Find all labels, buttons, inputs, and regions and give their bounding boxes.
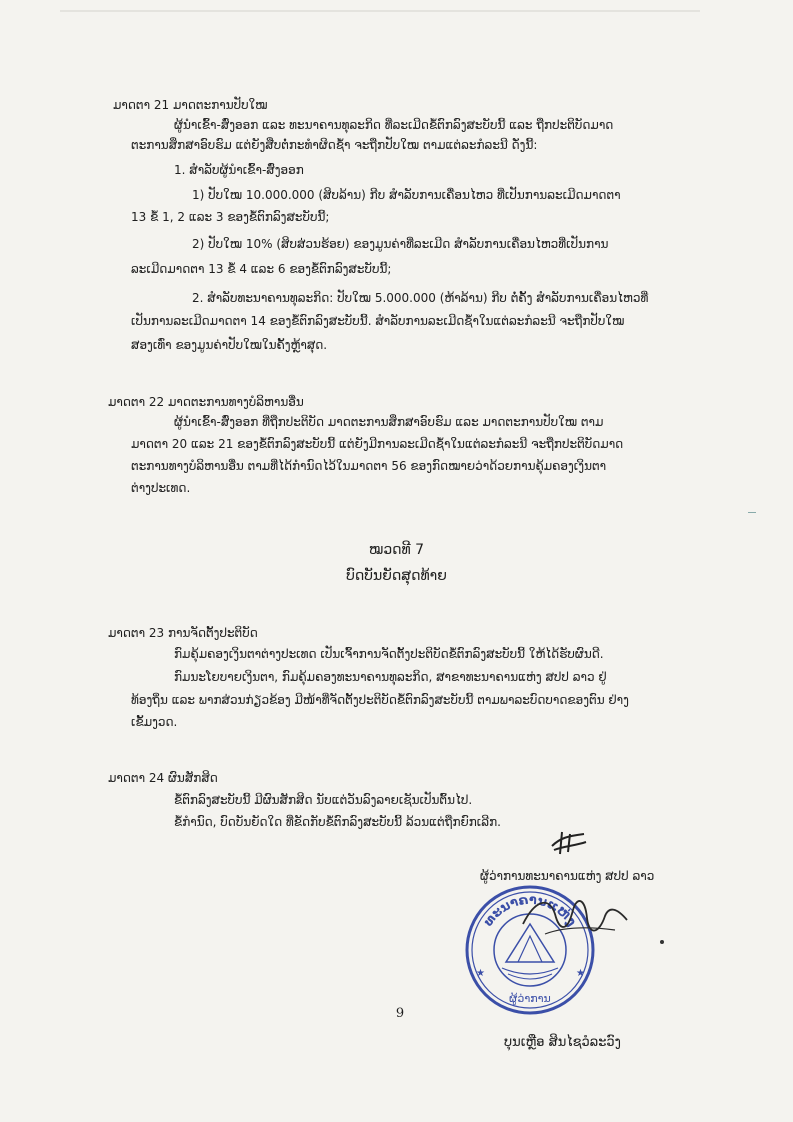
margin-mark xyxy=(748,512,756,513)
article-21-line: ຕະການສຶກສາອົບຮົມ ແຕ່ຍັງສືບຕໍ່ກະທຳຜິດຊ້ຳ ຈະຖືກປັບໃໝ ຕາມແຕ່ລະກໍລະນີ ດັ່ງນີ້: xyxy=(131,138,538,152)
article-23-line: ທ້ອງຖິ່ນ ແລະ ພາກສ່ວນກ່ຽວຂ້ອງ ມີໜ້າທີ່ຈັດຕັ້ງປະຕິບັດຂໍ້ຕົກລົງສະບັບນີ້ ຕາມພາລະບົດບາດຂອງຕົນ ຢ່າງ xyxy=(131,693,629,707)
article-21-line: 13 ຂໍ້ 1, 2 ແລະ 3 ຂອງຂໍ້ຕົກລົງສະບັບນີ້; xyxy=(131,210,330,224)
svg-text:★: ★ xyxy=(476,968,485,979)
article-22-line: ຜູ້ນຳເຂົ້າ-ສົ່ງອອກ ທີ່ຖືກປະຕິບັດ ມາດຕະການສຶກສາອົບຮົມ ແລະ ມາດຕະການປັບໃໝ ຕາມ xyxy=(174,415,604,429)
signatory-name: ບຸນເຫຼືອ ສິນໄຊວໍລະວົງ xyxy=(504,1035,621,1050)
article-21-line: 1. ສຳລັບຜູ້ນຳເຂົ້າ-ສົ່ງອອກ xyxy=(174,163,304,177)
article-21-heading: ມາດຕາ 21 ມາດຕະການປັບໃໝ xyxy=(113,98,268,112)
svg-text:ທະນາຄານແຫ່ງ: ທະນາຄານແຫ່ງ xyxy=(481,892,580,930)
article-21-line: ສອງເທົ່າ ຂອງມູນຄ່າປັບໃໝໃນຄັ້ງຫຼ້າສຸດ. xyxy=(131,338,328,352)
article-21-line: 1) ປັບໃໝ 10.000.000 (ສິບລ້ານ) ກີບ ສຳລັບການເຄື່ອນໄຫວ ທີ່ເປັນການລະເມີດມາດຕາ xyxy=(192,188,621,202)
article-23-heading: ມາດຕາ 23 ການຈັດຕັ້ງປະຕິບັດ xyxy=(108,626,258,640)
article-24-line: ຂໍ້ກຳນົດ, ບົດບັນຍັດໃດ ທີ່ຂັດກັບຂໍ້ຕົກລົງສະບັບນີ້ ລ້ວນແຕ່ຖືກຍົກເລີກ. xyxy=(174,815,501,829)
signatory-title: ຜູ້ວ່າການທະນາຄານແຫ່ງ ສປປ ລາວ xyxy=(480,869,655,883)
article-22-heading: ມາດຕາ 22 ມາດຕະການທາງບໍລິຫານອື່ນ xyxy=(108,395,304,409)
ink-dot xyxy=(660,940,664,944)
article-24-line: ຂໍ້ຕົກລົງສະບັບນີ້ ມີຜົນສັກສິດ ນັບແຕ່ວັນລົງລາຍເຊັນເປັນຕົ້ນໄປ. xyxy=(174,793,473,807)
article-24-heading: ມາດຕາ 24 ຜົນສັກສິດ xyxy=(108,771,218,785)
article-21-line: 2. ສຳລັບທະນາຄານທຸລະກິດ: ປັບໃໝ 5.000.000 (ຫ້າລ້ານ) ກີບ ຕໍ່ຄັ້ງ ສຳລັບການເຄື່ອນໄຫວທີ່ xyxy=(192,291,649,305)
article-22-line: ຕ່າງປະເທດ. xyxy=(131,481,191,495)
article-23-line: ກົມຄຸ້ມຄອງເງິນຕາຕ່າງປະເທດ ເປັນເຈົ້າການຈັດຕັ້ງປະຕິບັດຂໍ້ຕົກລົງສະບັບນີ້ ໃຫ້ໄດ້ຮັບຜົນດີ. xyxy=(174,647,604,661)
article-22-line: ມາດຕາ 20 ແລະ 21 ຂອງຂໍ້ຕົກລົງສະບັບນີ້ ແຕ່ຍັງມີການລະເມີດຊ້ຳໃນແຕ່ລະກໍລະນີ ຈະຖືກປະຕິບັດມາດ xyxy=(131,437,624,451)
article-23-line: ກົມນະໂຍບາຍເງິນຕາ, ກົມຄຸ້ມຄອງທະນາຄານທຸລະກິດ, ສາຂາທະນາຄານແຫ່ງ ສປປ ລາວ ຢູ່ xyxy=(174,670,607,684)
article-21-line: ເປັນການລະເມີດມາດຕາ 14 ຂອງຂໍ້ຕົກລົງສະບັບນີ້. ສຳລັບການລະເມີດຊ້ຳໃນແຕ່ລະກໍລະນີ ຈະຖືກປັບໃໝ xyxy=(131,314,625,328)
article-22-line: ຕະການທາງບໍລິຫານອື່ນ ຕາມທີ່ໄດ້ກຳນົດໄວ້ໃນມາດຕາ 56 ຂອງກົດໝາຍວ່າດ້ວຍການຄຸ້ມຄອງເງິນຕາ xyxy=(131,459,607,473)
svg-text:ຜູ້ວ່າການ: ຜູ້ວ່າການ xyxy=(509,992,551,1005)
scan-artifact xyxy=(60,10,700,12)
article-21-line: 2) ປັບໃໝ 10% (ສິບສ່ວນຮ້ອຍ) ຂອງມູນຄ່າທີ່ລະເມີດ ສຳລັບການເຄື່ອນໄຫວທີ່ເປັນການ xyxy=(192,237,609,251)
handwritten-initial xyxy=(548,828,590,858)
chapter-title: ບົດບັນຍັດສຸດທ້າຍ xyxy=(346,568,447,584)
chapter-number: ໝວດທີ 7 xyxy=(368,542,425,558)
article-23-line: ເຂັ້ມງວດ. xyxy=(131,715,178,729)
page-number: 9 xyxy=(395,1006,405,1021)
svg-text:★: ★ xyxy=(576,968,585,979)
handwritten-signature xyxy=(515,890,635,950)
article-21-line: ລະເມີດມາດຕາ 13 ຂໍ້ 4 ແລະ 6 ຂອງຂໍ້ຕົກລົງສະບັບນີ້; xyxy=(131,262,392,276)
article-21-line: ຜູ້ນຳເຂົ້າ-ສົ່ງອອກ ແລະ ທະນາຄານທຸລະກິດ ທີ່ລະເມີດຂໍ້ຕົກລົງສະບັບນີ້ ແລະ ຖືກປະຕິບັດມາດ xyxy=(174,118,614,132)
